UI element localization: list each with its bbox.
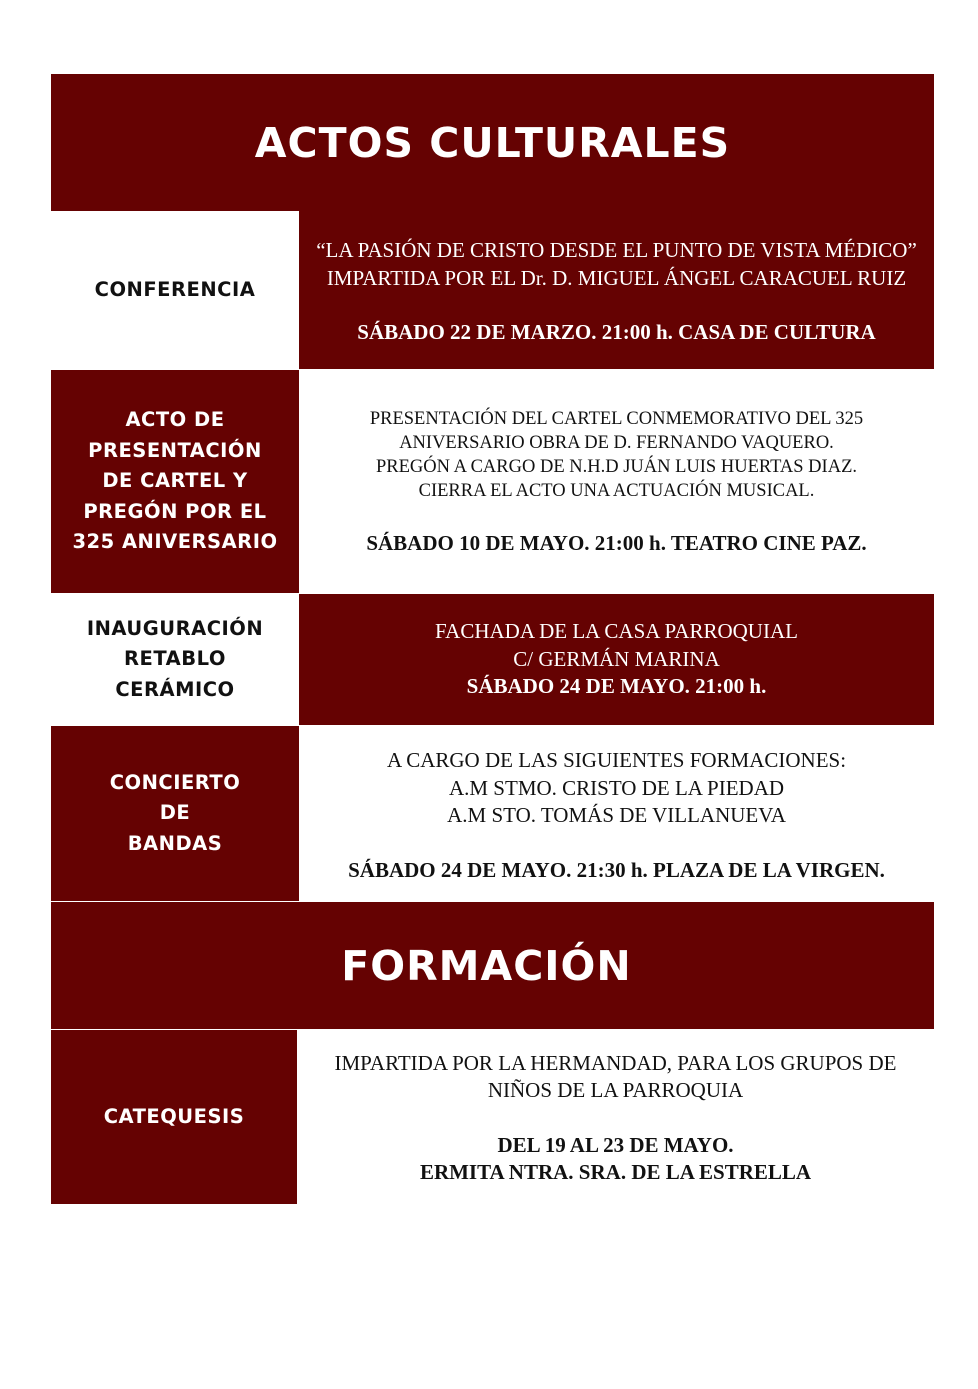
event-detail-catequesis xyxy=(297,1030,934,1204)
event-line: “LA PASIÓN DE CRISTO DESDE EL PUNTO DE VISTA MÉDICO” xyxy=(316,238,917,263)
event-line: C/ GERMÁN MARINA xyxy=(513,646,720,671)
event-label-line: PREGÓN POR EL xyxy=(83,499,267,523)
event-line: NIÑOS DE LA PARROQUIA xyxy=(487,1078,744,1102)
event-detail-presentacion xyxy=(299,370,934,593)
event-label-line: INAUGURACIÓN xyxy=(86,616,264,640)
event-label-line: BANDAS xyxy=(127,831,223,855)
event-label-concierto xyxy=(51,726,299,901)
event-label-inauguracion xyxy=(51,594,299,725)
section-title: ACTOS CULTURALES xyxy=(254,118,731,167)
event-date: ERMITA NTRA. SRA. DE LA ESTRELLA xyxy=(419,1160,812,1184)
event-line: PRESENTACIÓN DEL CARTEL CONMEMORATIVO DEL 325 xyxy=(369,409,864,430)
event-label-line: PRESENTACIÓN xyxy=(88,438,262,462)
event-date: SÁBADO 10 DE MAYO. 21:00 h. TEATRO CINE PAZ. xyxy=(366,531,867,556)
event-label-line: ACTO DE xyxy=(125,408,225,432)
event-date: DEL 19 AL 23 DE MAYO. xyxy=(497,1132,734,1157)
event-line: FACHADA DE LA CASA PARROQUIAL xyxy=(435,619,798,644)
event-label-presentacion xyxy=(51,370,299,593)
event-line: IMPARTIDA POR EL Dr. D. MIGUEL ÁNGEL CARACUEL RUIZ xyxy=(326,265,907,290)
event-line: CIERRA EL ACTO UNA ACTUACIÓN MUSICAL. xyxy=(418,481,815,502)
event-line: A.M STO. TOMÁS DE VILLANUEVA xyxy=(447,803,786,827)
section-title: FORMACIÓN xyxy=(341,941,632,990)
event-label-catequesis xyxy=(51,1030,297,1204)
event-label-line: DE CARTEL Y xyxy=(102,469,248,493)
event-date: SÁBADO 24 DE MAYO. 21:00 h. xyxy=(466,674,767,699)
event-label-conferencia xyxy=(51,211,299,369)
section-header-formacion xyxy=(51,902,934,1029)
event-line: A.M STMO. CRISTO DE LA PIEDAD xyxy=(448,775,785,800)
event-line: IMPARTIDA POR LA HERMANDAD, PARA LOS GRUPOS DE xyxy=(334,1050,897,1075)
event-line: ANIVERSARIO OBRA DE D. FERNANDO VAQUERO. xyxy=(399,433,834,454)
event-label-line: RETABLO xyxy=(124,647,226,671)
event-label-line: 325 ANIVERSARIO xyxy=(72,530,278,554)
event-detail-conferencia xyxy=(299,211,934,369)
event-line: A CARGO DE LAS SIGUIENTES FORMACIONES: xyxy=(386,748,847,772)
event-detail-inauguracion xyxy=(299,594,934,725)
event-date: SÁBADO 22 DE MARZO. 21:00 h. CASA DE CULTURA xyxy=(357,320,876,345)
section-header-actos-culturales xyxy=(51,74,934,211)
event-line: PREGÓN A CARGO DE N.H.D JUÁN LUIS HUERTAS DIAZ. xyxy=(376,457,857,478)
event-detail-concierto xyxy=(299,726,934,901)
event-date: SÁBADO 24 DE MAYO. 21:30 h. PLAZA DE LA VIRGEN. xyxy=(348,857,885,882)
event-label-line: CONCIERTO xyxy=(109,770,241,794)
event-label-text: CONFERENCIA xyxy=(94,277,256,301)
event-label-text: CATEQUESIS xyxy=(103,1104,245,1128)
event-label-line: CERÁMICO xyxy=(115,677,235,701)
event-label-line: DE xyxy=(159,801,191,825)
